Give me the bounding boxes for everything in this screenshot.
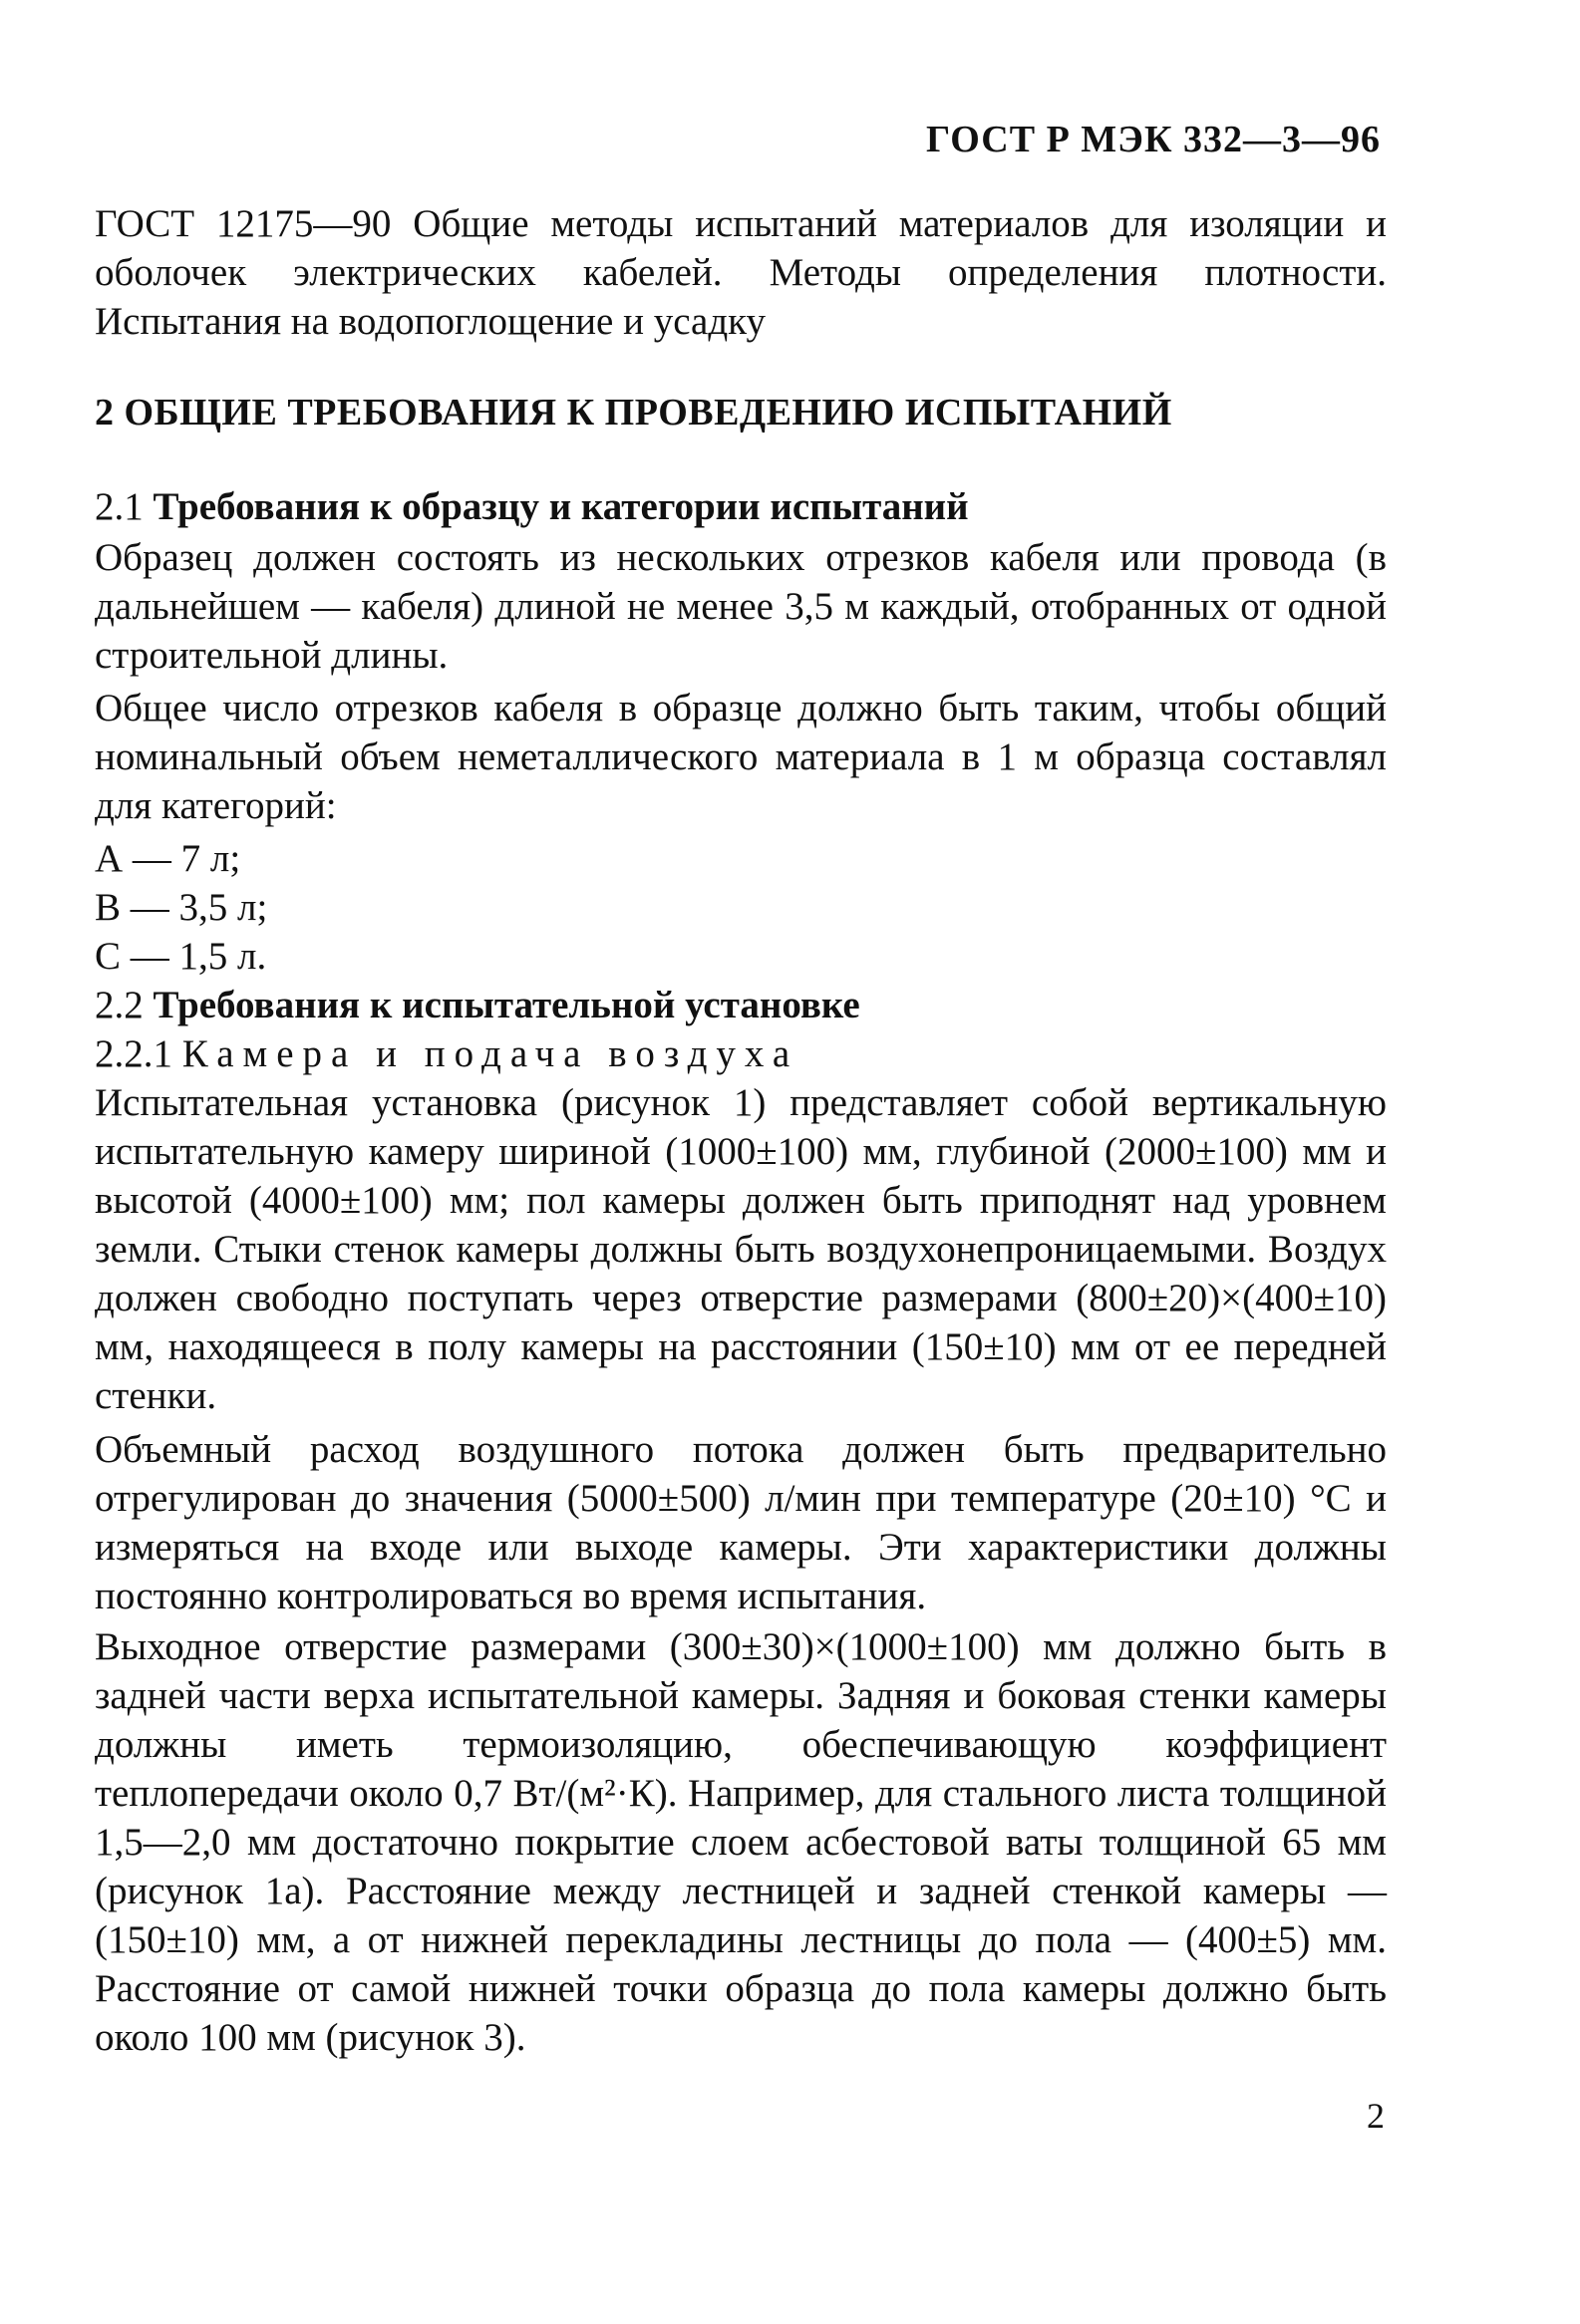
- subsection-2-1-heading: [95, 482, 969, 531]
- paragraph-chamber-text: Испытательная установка (рисунок 1) представляет собой вертикальную испытательную камеру шириной (1000±100) мм, глубиной (2000±100) мм и высотой (4000±100) мм; пол камеры должен быть приподнят над уровнем земли. Стыки стенок камеры должны быть воздухонепроницаемыми. Воздух должен свободно поступать через отверстие размерами (800±20)×(400±10) мм, находящееся в полу камеры на расстоянии (150±10) мм от ее передней стенки.: [95, 1081, 1387, 1417]
- subsection-2-2-1-heading: [95, 1029, 798, 1078]
- subsection-2-2-1-title: Камера и подача воздуха: [181, 1032, 799, 1075]
- paragraph-outlet: [95, 1622, 1387, 2062]
- paragraph-2-1-volume: [95, 684, 1387, 830]
- subsection-2-1-title: Требования к образцу и категории испытаний: [153, 485, 969, 528]
- paragraph-volume-categories: Общее число отрезков кабеля в образце должно быть таким, чтобы общий номинальный объем неметаллического материала в 1 м образца составлял для категорий:: [95, 687, 1387, 827]
- reference-paragraph: [95, 199, 1387, 346]
- category-a: А — 7 л;: [95, 837, 241, 880]
- paragraph-sample-composition: Образец должен состоять из нескольких отрезков кабеля или провода (в дальнейшем — кабеля) длиной не менее 3,5 м каждый, отобранных от одной строительной длины.: [95, 536, 1387, 677]
- subsection-2-2-1-number: 2.2.1: [95, 1032, 172, 1075]
- paragraph-air-flow: [95, 1425, 1387, 1620]
- subsection-2-2-heading: [95, 981, 860, 1029]
- reference-gost-12175: ГОСТ 12175—90 Общие методы испытаний материалов для изоляции и оболочек электрических кабелей. Методы определения плотности. Испытания на водопоглощение и усадку: [95, 202, 1387, 343]
- paragraph-air-flow-text: Объемный расход воздушного потока должен быть предварительно отрегулирован до значения (5000±500) л/мин при температуре (20±10) °С и измеряться на входе или выходе камеры. Эти характеристики должны постоянно контролироваться во время испытания.: [95, 1428, 1387, 1617]
- category-c: С — 1,5 л.: [95, 935, 267, 978]
- paragraph-chamber-dimensions: [95, 1078, 1387, 1420]
- document-header: ГОСТ Р МЭК 332—3—96: [926, 119, 1381, 160]
- subsection-2-1-number: 2.1: [95, 485, 144, 528]
- subsection-2-2-number: 2.2: [95, 984, 144, 1026]
- section-2-title: 2 ОБЩИЕ ТРЕБОВАНИЯ К ПРОВЕДЕНИЮ ИСПЫТАНИЙ: [95, 392, 1172, 434]
- paragraph-2-1-sample: [95, 533, 1387, 680]
- paragraph-outlet-text: Выходное отверстие размерами (300±30)×(1000±100) мм должно быть в задней части верха испытательной камеры. Задняя и боковая стенки камеры должны иметь термоизоляцию, обеспечивающую коэффициент теплопередачи около 0,7 Вт/(м²·К). Например, для стального листа толщиной 1,5—2,0 мм достаточно покрытие слоем асбестовой ваты толщиной 65 мм (рисунок 1а). Расстояние между лестницей и задней стенкой камеры — (150±10) мм, а от нижней перекладины лестницы до пола — (400±5) мм. Расстояние от самой нижней точки образца до пола камеры должно быть около 100 мм (рисунок 3).: [95, 1625, 1387, 2059]
- category-b: В — 3,5 л;: [95, 886, 268, 929]
- page-number: 2: [1367, 2096, 1385, 2136]
- subsection-2-2-title: Требования к испытательной установке: [153, 984, 860, 1026]
